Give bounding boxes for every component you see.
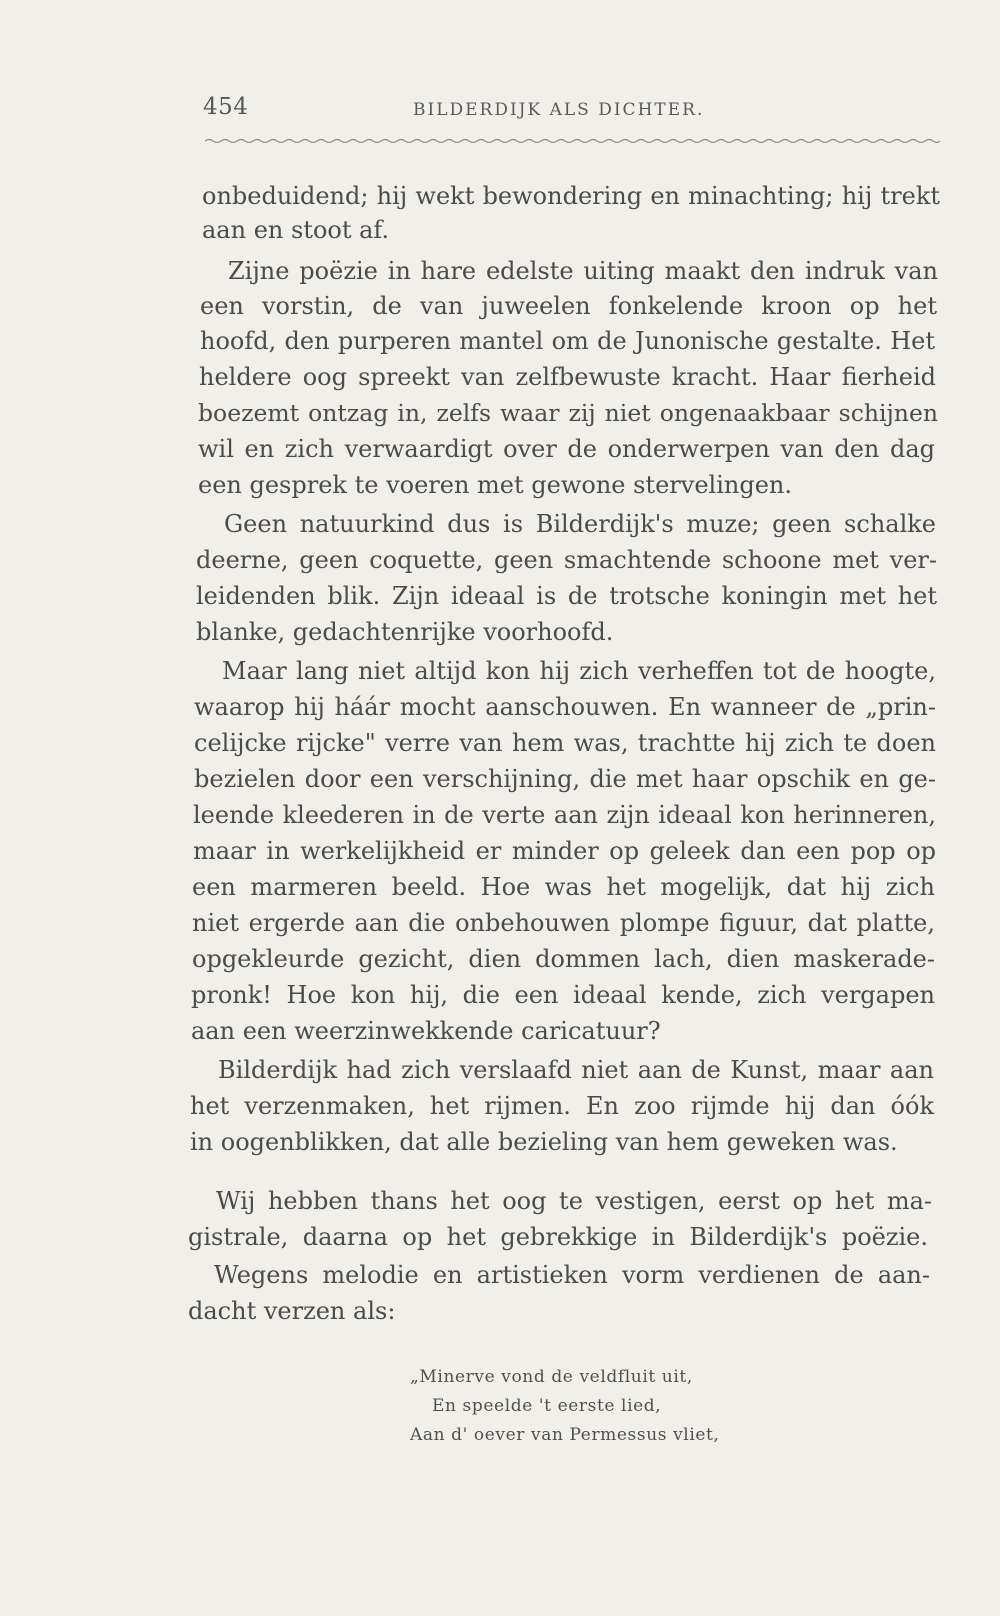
text-line: Wij hebben thans het oog te vestigen, eerst op het ma- xyxy=(216,1187,932,1215)
running-title: BILDERDIJK ALS DICHTER. xyxy=(413,100,705,120)
header-rule xyxy=(205,138,940,144)
text-line: pronk! Hoe kon hij, die een ideaal kende, zich vergapen xyxy=(191,981,935,1009)
text-line: een vorstin, de van juweelen fonkelende kroon op het xyxy=(200,292,937,320)
text-line: opgekleurde gezicht, dien dommen lach, dien maskerade- xyxy=(192,945,935,973)
text-line: dacht verzen als: xyxy=(188,1297,396,1325)
text-line: celijcke rijcke" verre van hem was, trachtte hij zich te doen xyxy=(194,729,936,757)
text-line: aan en stoot af. xyxy=(202,216,390,244)
verse-line: En speelde 't eerste lied, xyxy=(432,1396,662,1416)
text-line: onbeduidend; hij wekt bewondering en minachting; hij trekt xyxy=(202,182,940,210)
verse-line: „Minerve vond de veldfluit uit, xyxy=(410,1367,693,1387)
text-line: het verzenmaken, het rijmen. En zoo rijmde hij dan óók xyxy=(190,1092,934,1120)
text-line: deerne, geen coquette, geen smachtende schoone met ver- xyxy=(196,546,937,574)
text-line: blanke, gedachtenrijke voorhoofd. xyxy=(196,618,614,646)
text-line: een gesprek te voeren met gewone stervelingen. xyxy=(198,471,792,499)
text-line: gistrale, daarna op het gebrekkige in Bilderdijk's poëzie. xyxy=(188,1223,928,1251)
running-head xyxy=(203,94,733,130)
text-line: Wegens melodie en artistieken vorm verdienen de aan- xyxy=(214,1261,930,1289)
text-line: Maar lang niet altijd kon hij zich verheffen tot de hoogte, xyxy=(222,657,936,685)
text-line: Geen natuurkind dus is Bilderdijk's muze; geen schalke xyxy=(224,510,936,538)
text-line: aan een weerzinwekkende caricatuur? xyxy=(191,1017,661,1045)
text-line: Bilderdijk had zich verslaafd niet aan de Kunst, maar aan xyxy=(218,1056,934,1084)
verse-line: Aan d' oever van Permessus vliet, xyxy=(410,1425,720,1445)
text-line: maar in werkelijkheid er minder op geleek dan een pop op xyxy=(193,837,936,865)
text-line: Zijne poëzie in hare edelste uiting maakt den indruk van xyxy=(228,257,938,285)
text-line: boezemt ontzag in, zelfs waar zij niet ongenaakbaar schijnen xyxy=(198,399,938,427)
text-line: bezielen door een verschijning, die met haar opschik en ge- xyxy=(194,765,936,793)
text-line: wil en zich verwaardigt over de onderwerpen van den dag xyxy=(198,435,935,463)
text-line: hoofd, den purperen mantel om de Junonische gestalte. Het xyxy=(200,327,935,355)
text-line: leidenden blik. Zijn ideaal is de trotsche koningin met het xyxy=(196,582,937,610)
text-line: waarop hij háár mocht aanschouwen. En wanneer de „prin- xyxy=(194,693,936,721)
text-line: niet ergerde aan die onbehouwen plompe figuur, dat platte, xyxy=(192,909,935,937)
text-line: heldere oog spreekt van zelfbewuste kracht. Haar fierheid xyxy=(199,363,936,391)
text-line: een marmeren beeld. Hoe was het mogelijk, dat hij zich xyxy=(192,873,935,901)
text-line: leende kleederen in de verte aan zijn ideaal kon herinneren, xyxy=(193,801,936,829)
page-number: 454 xyxy=(203,94,249,120)
text-line: in oogenblikken, dat alle bezieling van hem geweken was. xyxy=(190,1128,898,1156)
